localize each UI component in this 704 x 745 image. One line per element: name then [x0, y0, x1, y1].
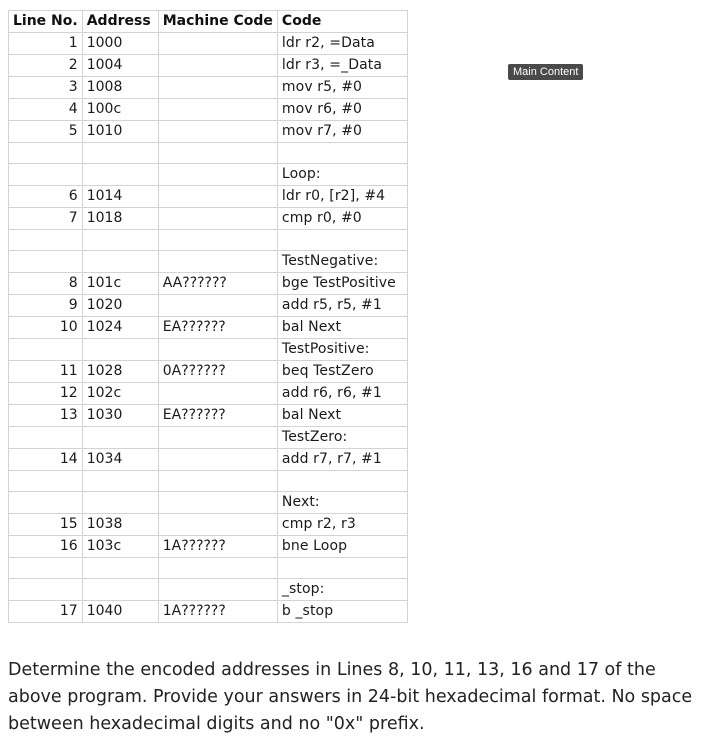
code-cell: _stop: [277, 579, 407, 601]
machine-code-cell [158, 492, 277, 514]
line-no-cell [9, 251, 83, 273]
line-no-cell: 11 [9, 361, 83, 383]
table-row [9, 579, 408, 601]
machine-code-cell [158, 77, 277, 99]
table-row [9, 208, 408, 230]
line-no-cell: 8 [9, 273, 83, 295]
code-cell: TestNegative: [277, 251, 407, 273]
machine-code-cell [158, 339, 277, 361]
table-row [9, 536, 408, 558]
line-no-cell [9, 471, 83, 492]
line-no-cell: 6 [9, 186, 83, 208]
code-cell: bal Next [277, 405, 407, 427]
line-no-cell: 1 [9, 33, 83, 55]
table-row [9, 405, 408, 427]
line-no-cell [9, 143, 83, 164]
table-row [9, 230, 408, 251]
table-body [9, 33, 408, 623]
address-cell: 1010 [82, 121, 158, 143]
code-cell: Loop: [277, 164, 407, 186]
code-cell: TestPositive: [277, 339, 407, 361]
line-no-cell: 17 [9, 601, 83, 623]
line-no-cell [9, 558, 83, 579]
header-code: Code [277, 11, 407, 33]
machine-code-cell: AA?????? [158, 273, 277, 295]
line-no-cell [9, 230, 83, 251]
machine-code-cell: EA?????? [158, 317, 277, 339]
table-row [9, 492, 408, 514]
line-no-cell: 2 [9, 55, 83, 77]
code-cell: cmp r0, #0 [277, 208, 407, 230]
line-no-cell: 7 [9, 208, 83, 230]
address-cell: 1034 [82, 449, 158, 471]
address-cell: 1014 [82, 186, 158, 208]
table-row [9, 339, 408, 361]
code-cell: Next: [277, 492, 407, 514]
code-cell: bge TestPositive [277, 273, 407, 295]
address-cell: 1040 [82, 601, 158, 623]
line-no-cell: 12 [9, 383, 83, 405]
line-no-cell: 16 [9, 536, 83, 558]
line-no-cell: 3 [9, 77, 83, 99]
machine-code-cell [158, 186, 277, 208]
address-cell: 1004 [82, 55, 158, 77]
machine-code-cell [158, 427, 277, 449]
header-machine-code: Machine Code [158, 11, 277, 33]
header-address: Address [82, 11, 158, 33]
table-row [9, 186, 408, 208]
table-row [9, 77, 408, 99]
table-row [9, 121, 408, 143]
code-cell: mov r5, #0 [277, 77, 407, 99]
code-cell: cmp r2, r3 [277, 514, 407, 536]
machine-code-cell [158, 143, 277, 164]
header-row [9, 11, 408, 33]
address-cell: 103c [82, 536, 158, 558]
table-row [9, 361, 408, 383]
table-row [9, 273, 408, 295]
address-cell: 1038 [82, 514, 158, 536]
machine-code-cell [158, 121, 277, 143]
machine-code-cell: 1A?????? [158, 536, 277, 558]
machine-code-cell [158, 208, 277, 230]
code-cell: beq TestZero [277, 361, 407, 383]
address-cell [82, 230, 158, 251]
table-row [9, 143, 408, 164]
machine-code-cell: EA?????? [158, 405, 277, 427]
address-cell [82, 339, 158, 361]
table-row [9, 33, 408, 55]
code-cell [277, 558, 407, 579]
address-cell: 101c [82, 273, 158, 295]
code-cell [277, 143, 407, 164]
address-cell: 1018 [82, 208, 158, 230]
table-row [9, 601, 408, 623]
table-row [9, 449, 408, 471]
machine-code-cell [158, 295, 277, 317]
line-no-cell: 13 [9, 405, 83, 427]
machine-code-cell [158, 514, 277, 536]
address-cell [82, 579, 158, 601]
machine-code-cell: 1A?????? [158, 601, 277, 623]
machine-code-cell [158, 99, 277, 121]
code-cell: b _stop [277, 601, 407, 623]
line-no-cell: 14 [9, 449, 83, 471]
header-line-no: Line No. [9, 11, 83, 33]
address-cell: 100c [82, 99, 158, 121]
main-content-badge: Main Content [508, 64, 583, 80]
table-row [9, 99, 408, 121]
machine-code-cell [158, 251, 277, 273]
line-no-cell: 9 [9, 295, 83, 317]
address-cell [82, 558, 158, 579]
code-cell: mov r6, #0 [277, 99, 407, 121]
machine-code-cell: 0A?????? [158, 361, 277, 383]
address-cell: 1000 [82, 33, 158, 55]
code-cell [277, 471, 407, 492]
code-cell: ldr r3, =_Data [277, 55, 407, 77]
table-row [9, 514, 408, 536]
assembly-table [8, 10, 408, 623]
table-row [9, 471, 408, 492]
address-cell [82, 471, 158, 492]
address-cell: 102c [82, 383, 158, 405]
code-cell: bne Loop [277, 536, 407, 558]
machine-code-cell [158, 230, 277, 251]
address-cell [82, 143, 158, 164]
machine-code-cell [158, 383, 277, 405]
machine-code-cell [158, 33, 277, 55]
address-cell: 1028 [82, 361, 158, 383]
line-no-cell [9, 579, 83, 601]
line-no-cell: 4 [9, 99, 83, 121]
code-cell: ldr r2, =Data [277, 33, 407, 55]
question-text: Determine the encoded addresses in Lines 8, 10, 11, 13, 16 and 17 of the above program. Provide your answers in 24-bit hexadecimal format. No space between hexadecimal digits and no "0x" prefix. [8, 660, 693, 734]
code-cell: TestZero: [277, 427, 407, 449]
machine-code-cell [158, 579, 277, 601]
code-cell: add r6, r6, #1 [277, 383, 407, 405]
machine-code-cell [158, 55, 277, 77]
address-cell [82, 251, 158, 273]
code-cell: mov r7, #0 [277, 121, 407, 143]
line-no-cell [9, 339, 83, 361]
table-row [9, 427, 408, 449]
table-row [9, 295, 408, 317]
line-no-cell [9, 492, 83, 514]
address-cell: 1020 [82, 295, 158, 317]
machine-code-cell [158, 471, 277, 492]
machine-code-cell [158, 449, 277, 471]
line-no-cell: 15 [9, 514, 83, 536]
table-row [9, 558, 408, 579]
machine-code-cell [158, 558, 277, 579]
machine-code-cell [158, 164, 277, 186]
table-row [9, 317, 408, 339]
address-cell: 1008 [82, 77, 158, 99]
address-cell [82, 164, 158, 186]
code-cell: bal Next [277, 317, 407, 339]
table-row [9, 383, 408, 405]
code-cell: add r5, r5, #1 [277, 295, 407, 317]
address-cell: 1024 [82, 317, 158, 339]
address-cell [82, 492, 158, 514]
code-cell: add r7, r7, #1 [277, 449, 407, 471]
code-cell [277, 230, 407, 251]
line-no-cell: 5 [9, 121, 83, 143]
code-cell: ldr r0, [r2], #4 [277, 186, 407, 208]
table-row [9, 55, 408, 77]
table-row [9, 251, 408, 273]
address-cell [82, 427, 158, 449]
address-cell: 1030 [82, 405, 158, 427]
table-row [9, 164, 408, 186]
line-no-cell [9, 427, 83, 449]
line-no-cell [9, 164, 83, 186]
line-no-cell: 10 [9, 317, 83, 339]
